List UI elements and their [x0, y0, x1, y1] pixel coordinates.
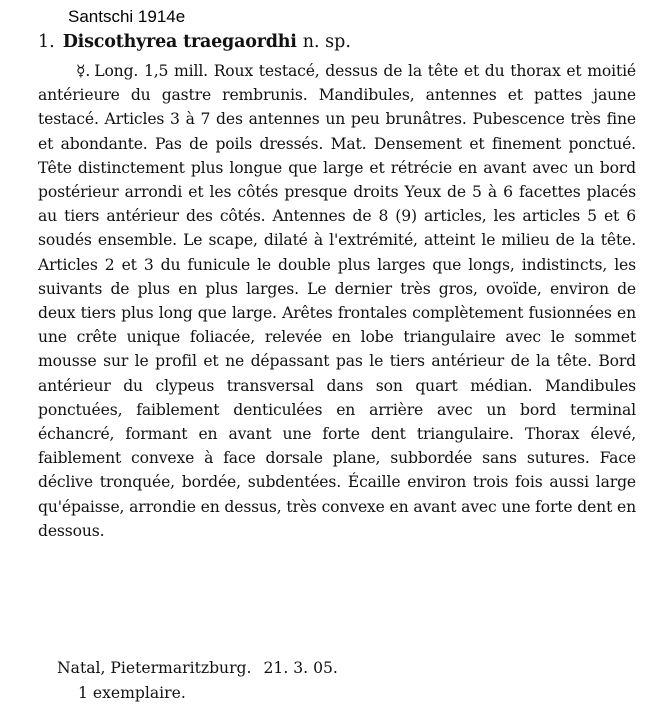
locality-place: Natal, Pietermaritzburg.: [57, 659, 252, 677]
caste-symbol: ☿.: [76, 62, 91, 80]
citation-label: Santschi 1914e: [68, 7, 186, 26]
description-paragraph: [38, 59, 636, 543]
locality-line: [57, 659, 338, 677]
locality-date: 21. 3. 05.: [263, 659, 338, 677]
specimen-count: 1 exemplaire.: [78, 684, 186, 702]
species-heading: [38, 32, 351, 52]
description-text: Long. 1,5 mill. Roux testacé, dessus de la tête et du thorax et moitié antérieure du gastre rembrunis. Mandibules, antennes et pattes jaune testacé. Articles 3 à 7 des antennes un peu brunâtres. Pubescence très fine et abondante. Pas de poils dressés. Mat. Densement et finement ponctué. Tête distinctement plus longue que large et rétrécie en avant avec un bord postérieur arrondi et les côtés presque droits Yeux de 5 à 6 facettes placés au tiers antérieur des côtés. Antennes de 8 (9) articles, les articles 5 et 6 soudés ensemble. Le scape, dilaté à l'extrémité, atteint le milieu de la tête. Articles 2 et 3 du funicule le double plus larges que longs, indistincts, les suivants de plus en plus larges. Le dernier très gros, ovoïde, environ de deux tiers plus long que large. Arêtes frontales complètement fusionnées en une crête unique foliacée, relevée en lobe triangulaire avec le sommet mousse sur le profil et ne dépassant pas le tiers antérieur de la tête. Bord antérieur du clypeus transversal dans son quart médian. Mandibules ponctuées, faiblement denticulées en arrière avec un bord terminal échancré, formant en avant une forte dent triangulaire. Thorax élevé, faiblement convexe à face dorsale plane, subbordée sans sutures. Face déclive tronquée, bordée, subdentées. Écaille environ trois fois aussi large qu'épaisse, arrondie en dessus, très convexe en avant avec une forte dent en dessous.: [38, 62, 636, 540]
species-status: n. sp.: [302, 32, 351, 52]
species-name: Discothyrea traegaordhi: [62, 32, 297, 52]
species-number: 1.: [38, 32, 55, 52]
